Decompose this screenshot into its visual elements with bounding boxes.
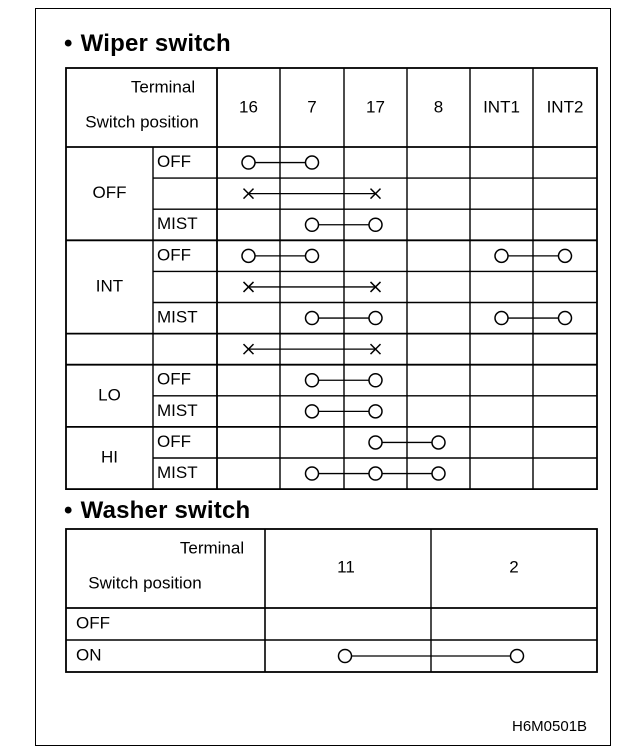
terminal-mark — [306, 312, 319, 325]
group-label-int: INT — [95, 276, 124, 296]
terminal-mark — [559, 249, 572, 262]
washer-row-label-on: ON — [76, 645, 102, 665]
washer-header-switch-position-label: Switch position — [88, 573, 202, 593]
row-sub-label: OFF — [157, 431, 191, 451]
terminal-header-8: 8 — [433, 97, 444, 117]
terminal-mark — [369, 436, 382, 449]
row-sub-label: MIST — [157, 400, 198, 420]
row-sub-label: MIST — [157, 214, 198, 234]
figure-reference: H6M0501B — [512, 718, 588, 735]
terminal-mark — [242, 249, 255, 262]
terminal-mark — [242, 156, 255, 169]
terminal-mark — [369, 312, 382, 325]
terminal-mark — [369, 218, 382, 231]
washer-terminal-header-2: 2 — [509, 557, 519, 577]
row-sub-label: OFF — [157, 152, 191, 172]
terminal-header-int1: INT1 — [483, 97, 520, 117]
washer-row-label-off: OFF — [76, 613, 110, 633]
terminal-header-int2: INT2 — [546, 97, 584, 117]
terminal-mark — [306, 467, 319, 480]
group-label-off: OFF — [92, 183, 127, 203]
terminal-header-16: 16 — [239, 97, 258, 117]
terminal-mark — [432, 436, 445, 449]
terminal-mark — [306, 218, 319, 231]
terminal-mark — [306, 374, 319, 387]
washer-terminal-mark — [511, 650, 524, 663]
terminal-mark — [369, 374, 382, 387]
terminal-mark — [306, 249, 319, 262]
terminal-mark — [369, 467, 382, 480]
washer-terminal-mark — [339, 650, 352, 663]
row-sub-label: OFF — [157, 369, 191, 389]
terminal-mark — [306, 405, 319, 418]
row-sub-label: MIST — [157, 307, 198, 327]
header-terminal-label: Terminal — [130, 77, 196, 97]
terminal-mark — [495, 312, 508, 325]
terminal-mark — [495, 249, 508, 262]
row-sub-label: OFF — [157, 245, 191, 265]
terminal-header-17: 17 — [366, 97, 385, 117]
group-label-lo: LO — [98, 385, 121, 405]
washer-terminal-header-11: 11 — [337, 557, 355, 577]
terminal-mark — [306, 156, 319, 169]
terminal-mark — [369, 405, 382, 418]
terminal-mark — [432, 467, 445, 480]
washer-switch-title: • Washer switch — [64, 497, 251, 524]
row-sub-label: MIST — [157, 463, 198, 483]
header-switch-position-label: Switch position — [85, 112, 199, 132]
group-label-hi: HI — [101, 447, 118, 467]
terminal-header-7: 7 — [307, 97, 317, 117]
wiper-switch-title: • Wiper switch — [64, 30, 231, 57]
washer-header-terminal-label: Terminal — [179, 538, 245, 558]
terminal-mark — [559, 312, 572, 325]
